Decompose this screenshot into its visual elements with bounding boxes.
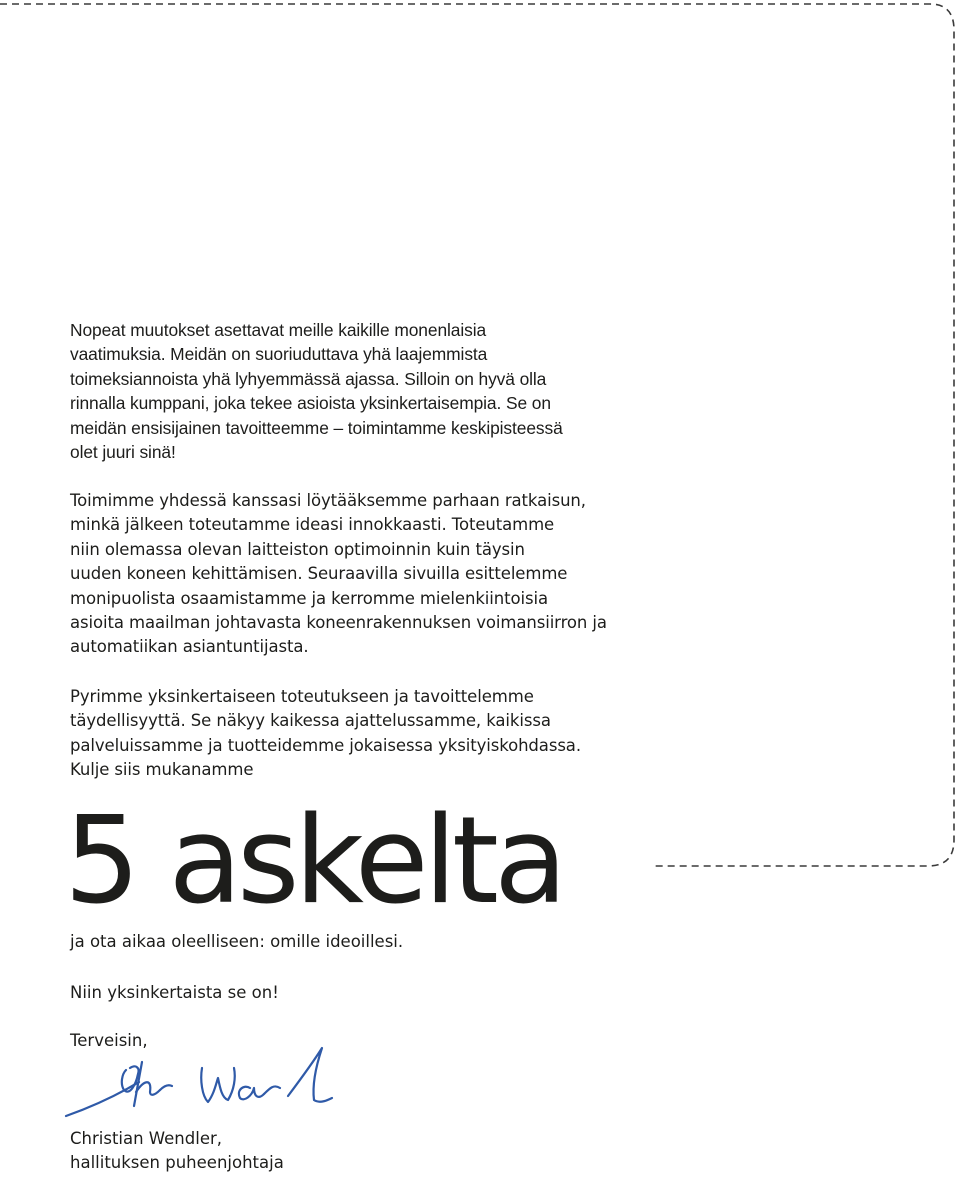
text-line: uuden koneen kehittämisen. Seuraavilla sivuilla esittelemme — [70, 564, 568, 584]
text-line: palveluissamme ja tuotteidemme jokaisessa yksityiskohdassa. — [70, 735, 581, 755]
text-line: täydellisyyttä. Se näkyy kaikessa ajattelussamme, kaikissa — [70, 711, 551, 731]
intro-paragraph — [70, 318, 670, 464]
text-line: Nopeat muutokset asettavat meille kaikille monenlaisia — [70, 320, 487, 340]
greeting: Terveisin, — [70, 1031, 148, 1050]
signer-name: Christian Wendler, — [70, 1129, 223, 1148]
text-line: Pyrimme yksinkertaiseen toteutukseen ja tavoittelemme — [70, 687, 534, 706]
cooperation-paragraph — [70, 489, 670, 660]
signature-icon — [64, 1044, 334, 1124]
text-line: toimeksiannoista yhä lyhyemmässä ajassa. Silloin on hyvä olla — [70, 368, 547, 389]
simple-line-text: Niin yksinkertaista se on! — [70, 983, 279, 1002]
text-line: meidän ensisijainen tavoitteemme – toimintamme keskipisteessä — [70, 417, 563, 438]
text-line: Toimimme yhdessä kanssasi löytääksemme parhaan ratkaisun, — [70, 491, 586, 510]
signer-title: hallituksen puheenjohtaja — [70, 1153, 284, 1172]
text-line: vaatimuksia. Meidän on suoriuduttava yhä laajemmista — [70, 344, 488, 365]
text-line: monipuolista osaamistamme ja kerromme mielenkiintoisia — [70, 588, 548, 608]
text-line: Kulje siis mukanamme — [70, 760, 254, 780]
headline: 5 askelta — [64, 792, 563, 931]
after-headline-text: ja ota aikaa oleelliseen: omille ideoillesi. — [70, 932, 404, 951]
goal-paragraph — [70, 685, 670, 783]
text-line: niin olemassa olevan laitteiston optimoinnin kuin täysin — [70, 539, 525, 559]
text-line: asioita maailman johtavasta koneenrakennuksen voimansiirron ja — [70, 613, 607, 633]
text-line: minkä jälkeen toteutamme ideasi innokkaasti. Toteutamme — [70, 515, 555, 535]
text-line: automatiikan asiantuntijasta. — [70, 637, 309, 657]
text-line: olet juuri sinä! — [70, 442, 176, 463]
text-line: rinnalla kumppani, joka tekee asioista yksinkertaisempia. Se on — [70, 393, 551, 414]
